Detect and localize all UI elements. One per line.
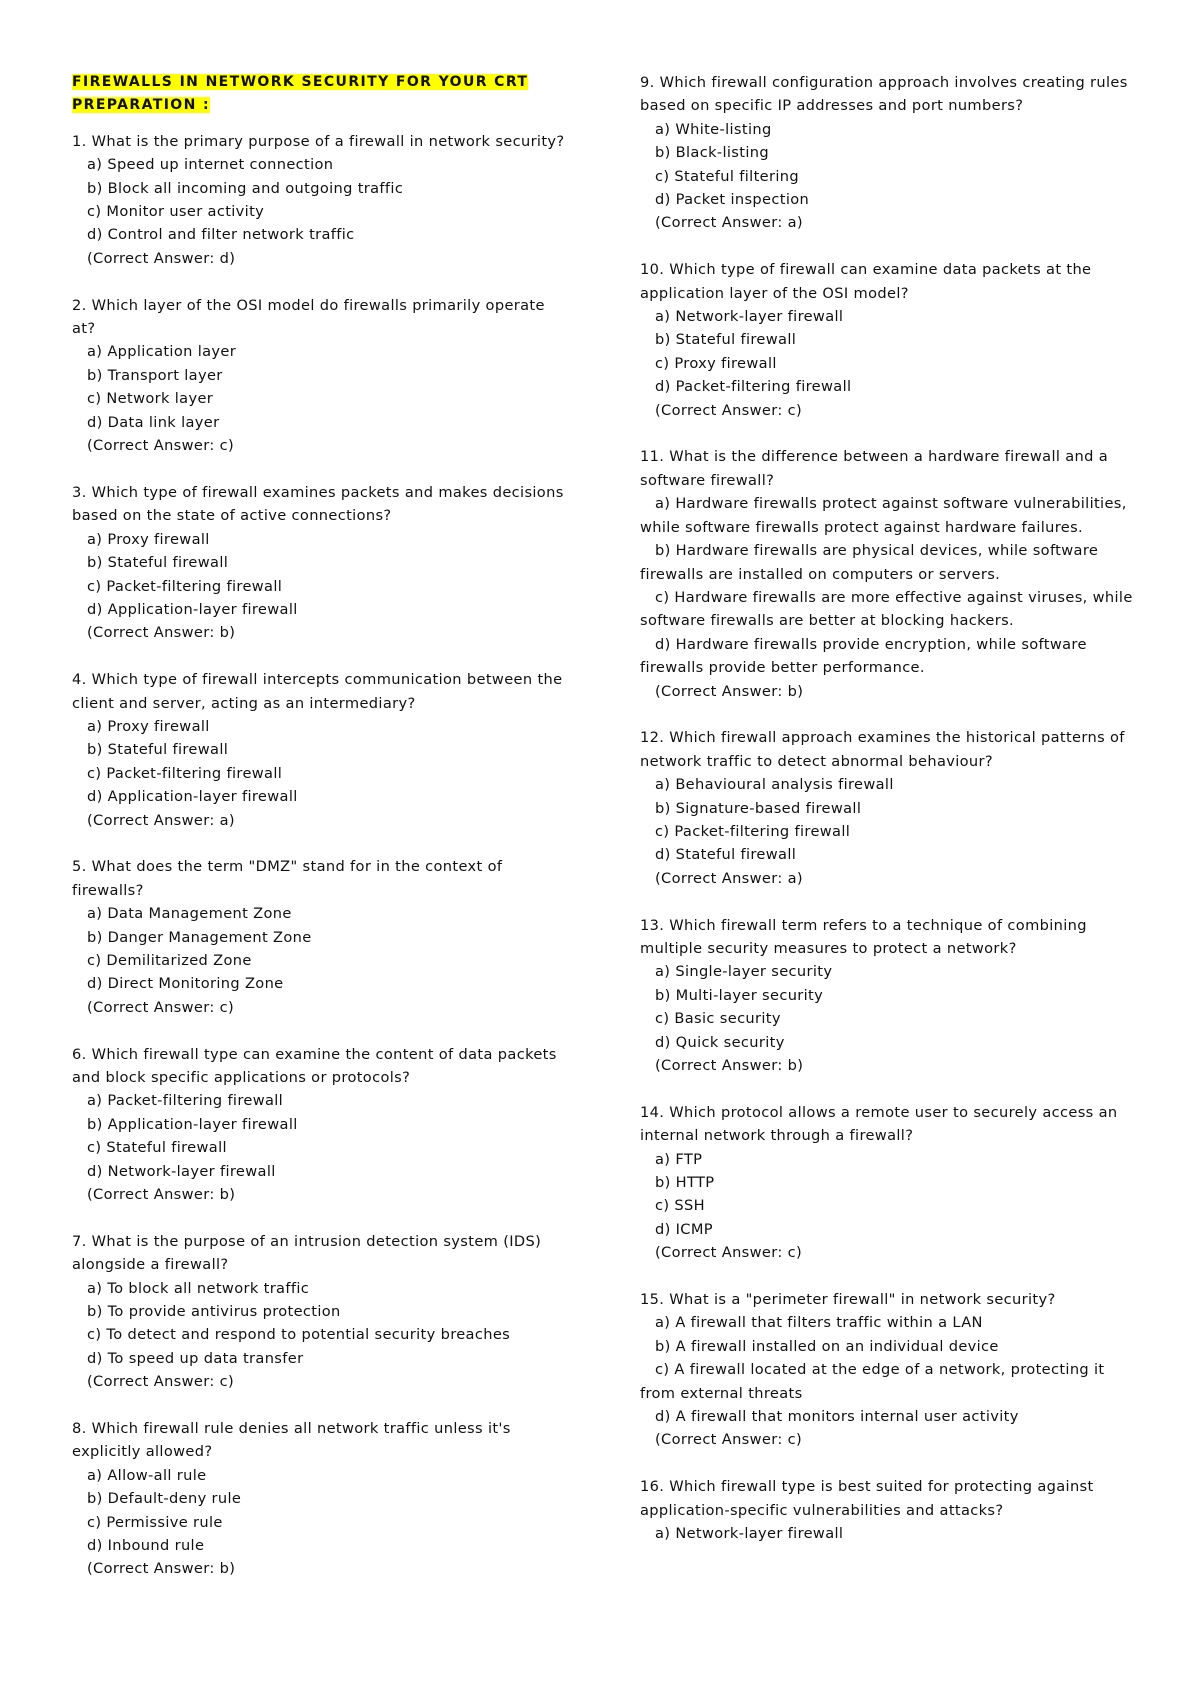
question-16	[640, 1475, 1140, 1545]
option: b) A firewall installed on an individual device	[655, 1337, 999, 1355]
option: b) Block all incoming and outgoing traffic	[87, 179, 404, 197]
title-line: PREPARATION :	[72, 97, 210, 114]
option: b) Multi-layer security	[655, 986, 824, 1004]
correct-answer: (Correct Answer: b)	[87, 624, 236, 642]
option: c) Packet-filtering firewall	[655, 822, 851, 840]
option: d) Packet inspection	[655, 191, 810, 209]
option: d) Control and filter network traffic	[87, 226, 355, 244]
document-title	[72, 71, 572, 118]
question-text: 14. Which protocol allows a remote user to securely access an internal network through a firewall?	[640, 1103, 1118, 1145]
question-15	[640, 1288, 1140, 1452]
question-6	[72, 1043, 572, 1207]
option: c) SSH	[655, 1197, 705, 1215]
option: a) Behavioural analysis firewall	[655, 776, 894, 794]
option: c) Stateful firewall	[87, 1139, 227, 1157]
question-text: 12. Which firewall approach examines the historical patterns of network traffic to detect abnormal behaviour?	[640, 729, 1125, 770]
correct-answer: (Correct Answer: b)	[87, 1186, 236, 1204]
option: b) HTTP	[655, 1174, 715, 1192]
option: b) Stateful firewall	[87, 554, 229, 572]
option: a) Network-layer firewall	[655, 308, 844, 326]
correct-answer: (Correct Answer: b)	[87, 1560, 236, 1578]
correct-answer: (Correct Answer: a)	[87, 811, 235, 829]
option: a) A firewall that filters traffic within a LAN	[655, 1314, 983, 1332]
question-4	[72, 668, 572, 832]
option: a) Network-layer firewall	[655, 1525, 844, 1543]
option: d) Application-layer firewall	[87, 600, 298, 618]
option-text: c) A firewall located at the edge of a network, protecting it from external threats	[640, 1361, 1105, 1402]
option	[640, 492, 1140, 539]
left-column	[72, 71, 572, 1581]
option: b) Application-layer firewall	[87, 1115, 298, 1133]
option: c) Basic security	[655, 1010, 781, 1028]
question-text: 7. What is the purpose of an intrusion detection system (IDS) alongside a firewall?	[72, 1232, 542, 1274]
option-text: b) Hardware firewalls are physical devices, while software firewalls are installed on computers or servers.	[640, 542, 1099, 583]
option: c) Proxy firewall	[655, 354, 777, 372]
option: b) Transport layer	[87, 366, 223, 384]
option: c) Demilitarized Zone	[87, 951, 252, 969]
option: b) Default-deny rule	[87, 1490, 242, 1508]
option	[640, 633, 1140, 680]
option: c) Stateful filtering	[655, 167, 799, 185]
question-13	[640, 914, 1140, 1078]
question-2	[72, 294, 572, 458]
question-12	[640, 726, 1140, 890]
question-text: 1. What is the primary purpose of a firewall in network security?	[72, 132, 565, 150]
correct-answer: (Correct Answer: a)	[655, 214, 803, 232]
question-text: 2. Which layer of the OSI model do firewalls primarily operate at?	[72, 296, 545, 338]
question-10	[640, 258, 1140, 422]
question-9	[640, 71, 1140, 235]
option: a) Speed up internet connection	[87, 156, 334, 174]
option: d) Application-layer firewall	[87, 788, 298, 806]
option: b) Black-listing	[655, 144, 769, 162]
option: b) Signature-based firewall	[655, 799, 862, 817]
question-5	[72, 855, 572, 1019]
title-line: FIREWALLS IN NETWORK SECURITY FOR YOUR CRT	[72, 74, 529, 90]
question-11	[640, 445, 1140, 702]
option: d) Packet-filtering firewall	[655, 378, 852, 396]
option: b) To provide antivirus protection	[87, 1303, 341, 1321]
question-text: 9. Which firewall configuration approach involves creating rules based on specific IP addresses and port numbers?	[640, 74, 1128, 115]
option-text: c) Hardware firewalls are more effective against viruses, while software firewalls are better at blocking hackers.	[640, 588, 1133, 630]
option: d) Inbound rule	[87, 1537, 205, 1555]
question-text: 8. Which firewall rule denies all network traffic unless it's explicitly allowed?	[72, 1420, 511, 1461]
option: c) Packet-filtering firewall	[87, 577, 283, 595]
question-7	[72, 1230, 572, 1394]
option: b) Stateful firewall	[655, 331, 797, 349]
question-text: 16. Which firewall type is best suited for protecting against application-specific vulnerabilities and attacks?	[640, 1478, 1094, 1519]
option: a) To block all network traffic	[87, 1279, 310, 1297]
option: d) Network-layer firewall	[87, 1162, 276, 1180]
question-8	[72, 1417, 572, 1581]
correct-answer: (Correct Answer: c)	[655, 401, 803, 419]
question-text: 4. Which type of firewall intercepts communication between the client and server, acting as an intermediary?	[72, 671, 563, 712]
option: c) To detect and respond to potential security breaches	[87, 1326, 511, 1344]
option	[640, 586, 1140, 633]
question-text: 6. Which firewall type can examine the content of data packets and block specific applications or protocols?	[72, 1045, 557, 1086]
option: b) Stateful firewall	[87, 741, 229, 759]
option: c) Monitor user activity	[87, 203, 265, 221]
option	[640, 1358, 1140, 1405]
option-text: a) Hardware firewalls protect against software vulnerabilities, while software firewalls protect against hardware failures.	[640, 495, 1127, 536]
option: d) ICMP	[655, 1220, 713, 1238]
correct-answer: (Correct Answer: d)	[87, 249, 236, 267]
question-text: 10. Which type of firewall can examine data packets at the application layer of the OSI model?	[640, 261, 1092, 302]
option: a) White-listing	[655, 120, 772, 138]
option: a) Data Management Zone	[87, 905, 292, 923]
option: a) Application layer	[87, 343, 237, 361]
correct-answer: (Correct Answer: c)	[87, 1373, 235, 1391]
question-3	[72, 481, 572, 645]
question-text: 11. What is the difference between a hardware firewall and a software firewall?	[640, 448, 1109, 489]
option: c) Network layer	[87, 390, 214, 408]
correct-answer: (Correct Answer: c)	[655, 1244, 803, 1262]
question-text: 5. What does the term "DMZ" stand for in the context of firewalls?	[72, 858, 503, 899]
correct-answer: (Correct Answer: b)	[655, 682, 804, 700]
option: d) Direct Monitoring Zone	[87, 975, 284, 993]
option: a) Proxy firewall	[87, 717, 210, 735]
correct-answer: (Correct Answer: b)	[655, 1057, 804, 1074]
option: d) Stateful firewall	[655, 846, 797, 864]
question-text: 13. Which firewall term refers to a technique of combining multiple security measures to protect a network?	[640, 916, 1087, 957]
option	[640, 539, 1140, 586]
option: a) Single-layer security	[655, 963, 833, 981]
correct-answer: (Correct Answer: c)	[87, 437, 235, 455]
option: d) To speed up data transfer	[87, 1349, 304, 1367]
option: d) A firewall that monitors internal user activity	[655, 1408, 1019, 1426]
option: a) Allow-all rule	[87, 1466, 207, 1484]
question-text: 15. What is a "perimeter firewall" in network security?	[640, 1291, 1056, 1309]
option: d) Data link layer	[87, 413, 220, 431]
correct-answer: (Correct Answer: a)	[655, 869, 803, 887]
option: c) Packet-filtering firewall	[87, 764, 283, 782]
option-text: d) Hardware firewalls provide encryption, while software firewalls provide better performance.	[640, 635, 1087, 677]
question-1	[72, 130, 572, 270]
correct-answer: (Correct Answer: c)	[87, 998, 235, 1016]
option: d) Quick security	[655, 1033, 785, 1051]
option: b) Danger Management Zone	[87, 928, 312, 946]
right-column	[640, 71, 1140, 1545]
question-text: 3. Which type of firewall examines packets and makes decisions based on the state of active connections?	[72, 483, 564, 525]
correct-answer: (Correct Answer: c)	[655, 1431, 803, 1449]
option: a) Packet-filtering firewall	[87, 1092, 284, 1110]
option: a) Proxy firewall	[87, 530, 210, 548]
option: c) Permissive rule	[87, 1513, 223, 1531]
option: a) FTP	[655, 1150, 703, 1168]
question-14	[640, 1101, 1140, 1265]
